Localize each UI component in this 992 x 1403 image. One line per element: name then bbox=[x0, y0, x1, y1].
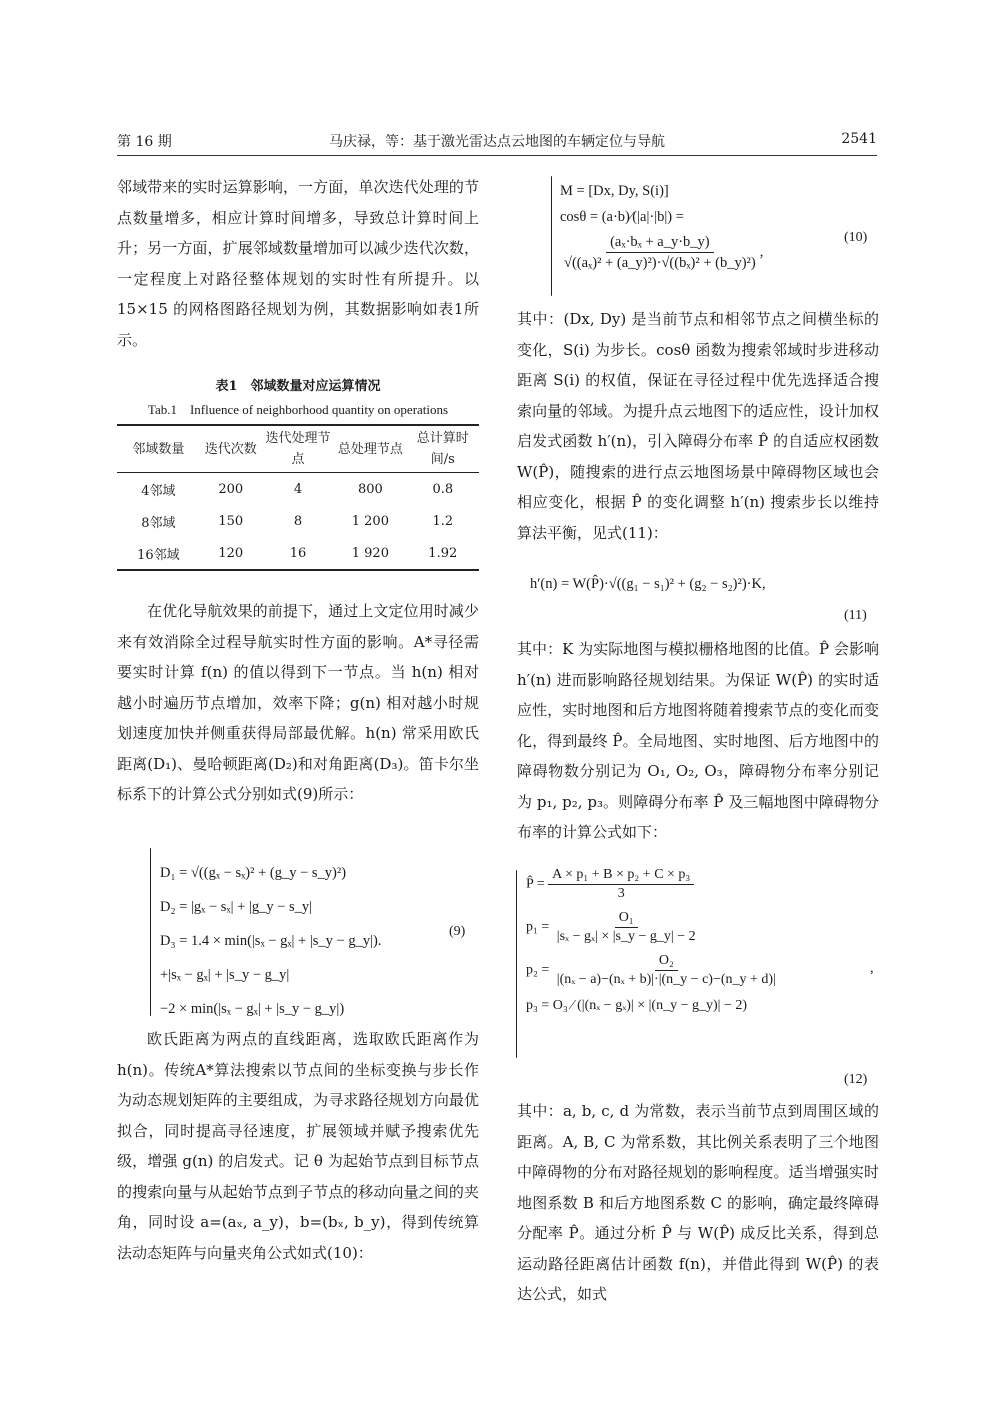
equation-line: D₂ = |gₓ − sₓ| + |g_y − s_y| bbox=[160, 899, 313, 915]
equation-12: P̂ = $\frac{\text{A × p₁ + B × p₂ + C × p₃}}{3}$ p₁ = $\frac{\text{O₁}}{\text{|sₓ − gₓ| × |s\_y − g\_y| − 2}}$ p₂ = $\frac{\text{O₂}}{\text{|(nₓ − a)−(nₓ + b)|·|(n\_y − c)−(n\_y + d)|}}$ p₃ = O₃ ⁄ (|(nₓ − gₓ)| × |(n_y − g_y)| − 2) bbox=[526, 867, 776, 1013]
table-header: 迭代次数 bbox=[204, 441, 257, 457]
table-header-row bbox=[117, 425, 479, 473]
table-header: 总处理节点 bbox=[337, 441, 403, 457]
header-rule bbox=[117, 155, 877, 156]
equation-brace bbox=[516, 870, 517, 1058]
table-row bbox=[117, 473, 479, 506]
equation-brace bbox=[150, 848, 151, 1016]
left-paragraph-3: 欧氏距离为两点的直线距离，选取欧氏距离作为 h(n)。传统A*算法搜索以节点间的坐标变换与步长作为动态规划矩阵的主要组成，为寻求路径规划方向最优拟合，同时提高寻径速度，扩展领域并赋予搜索优先级，增强 g(n) 的启发式。记 θ 为起始节点到目标节点的搜索向量与从起始节点到子节点的移动向量之间的夹角，同时设 a=(aₓ, a_y)，b=(bₓ, b_y)，得到传统算法动态矩阵与向量夹角公式如式(10)： bbox=[117, 1030, 479, 1262]
equation-number: (9) bbox=[449, 924, 466, 939]
table-header: 总计算时间/s bbox=[416, 431, 469, 467]
right-paragraph-1: 其中：(Dx, Dy) 是当前节点和相邻节点之间横坐标的变化，S(i) 为步长。cosθ 函数为搜索邻域时步进移动距离 S(i) 的权值，保证在寻径过程中优先选择适合搜索向量的邻域。为提升点云地图下的适应性，设计加权启发式函数 h′(n)，引入障碍分布率 P̂ 的自适应权函数 W(P̂)，随搜索的进行点云地图场景中障碍物区域也会相应变化，根据 P̂ 的变化调整 h′(n) 搜索步长以维持算法平衡，见式(11)： bbox=[517, 310, 879, 542]
right-paragraph-3: 其中：a, b, c, d 为常数，表示当前节点到周围区域的距离。A, B, C 为常系数，其比例关系表明了三个地图中障碍物的分布对路径规划的影响程度。适当增强实时地图系数 B 和后方地图系数 C 的影响，确定最终障碍分配率 P̂。通过分析 P̂ 与 W(P̂) 成反比关系，得到总运动路径距离估计函数 f(n)，并借此得到 W(P̂) 的表达公式，如式 bbox=[517, 1102, 879, 1303]
equation-line: −2 × min(|sₓ − gₓ| + |s_y − g_y|) bbox=[160, 1001, 345, 1017]
running-header bbox=[117, 131, 877, 153]
equation-number: (11) bbox=[844, 608, 867, 623]
table-cell: 0.8 bbox=[432, 481, 454, 497]
table-cell: 1 920 bbox=[351, 545, 389, 561]
neighborhood-table bbox=[117, 424, 479, 571]
equation-9 bbox=[160, 856, 381, 1026]
table-cell: 150 bbox=[218, 513, 244, 529]
equation-comma: , bbox=[870, 960, 874, 976]
issue-number: 第 16 期 bbox=[117, 134, 172, 150]
page-number: 2541 bbox=[841, 131, 877, 147]
table-cell: 1.92 bbox=[428, 545, 458, 561]
left-paragraph-1: 邻域带来的实时运算影响，一方面，单次迭代处理的节点数量增多，相应计算时间增多，导致总计算时间上升；另一方面，扩展邻域数量增加可以减少迭代次数，一定程度上对路径整体规划的实时性有所提升。以 15×15 的网格图路径规划为例，其数据影响如表1所示。 bbox=[117, 178, 479, 349]
table-cell: 4邻域 bbox=[141, 483, 176, 499]
equation-line: +|sₓ − gₓ| + |s_y − g_y| bbox=[160, 967, 290, 983]
equation-11: h′(n) = W(P̂)·√((g₁ − s₁)² + (g₂ − s₂)²)·K, bbox=[530, 576, 766, 592]
equation-brace bbox=[551, 176, 552, 296]
table-header: 迭代处理节点 bbox=[265, 431, 331, 467]
table-cell: 8邻域 bbox=[141, 515, 176, 531]
table-cell: 1 200 bbox=[351, 513, 389, 529]
table-cell: 16邻域 bbox=[137, 547, 180, 563]
table-cell: 4 bbox=[293, 481, 303, 497]
table-row bbox=[117, 537, 479, 570]
equation-line: cosθ = (a·b)⁄(|a|·|b|) = bbox=[560, 209, 684, 225]
table-row bbox=[117, 505, 479, 537]
table-cell: 800 bbox=[357, 481, 383, 497]
equation-10 bbox=[560, 178, 800, 273]
table-subtitle: Tab.1 Influence of neighborhood quantity on operations bbox=[147, 402, 449, 417]
equation-line: M = [Dx, Dy, S(i)] bbox=[560, 183, 669, 199]
equation-number: (10) bbox=[844, 230, 868, 245]
table-header: 邻域数量 bbox=[132, 441, 185, 457]
right-paragraph-2: 其中：K 为实际地图与模拟栅格地图的比值。P̂ 会影响 h′(n) 进而影响路径规划结果。为保证 W(P̂) 的实时适应性，实时地图和后方地图将随着搜索节点的变化而变化，得到最终 P̂。全局地图、实时地图、后方地图中的障碍物数分别记为 O₁, O₂, O₃，障碍物分布率分别记为 p₁, p₂, p₃。则障碍分布率 P̂ 及三幅地图中障碍物分布率的计算公式如下： bbox=[517, 640, 879, 841]
table-cell: 1.2 bbox=[432, 513, 454, 529]
table-title: 表1 邻域数量对应运算情况 bbox=[215, 379, 381, 394]
table-cell: 120 bbox=[218, 545, 244, 561]
table-cell: 200 bbox=[218, 481, 244, 497]
running-title: 马庆禄，等：基于激光雷达点云地图的车辆定位与导航 bbox=[329, 134, 665, 150]
left-paragraph-2: 在优化导航效果的前提下，通过上文定位用时减少来有效消除全过程导航实时性方面的影响。A*寻径需要实时计算 f(n) 的值以得到下一节点。当 h(n) 相对越小时遍历节点增加，效率下降；g(n) 相对越小时规划速度加快并侧重获得局部最优解。h(n) 常采用欧氏距离(D₁)、曼哈顿距离(D₂)和对角距离(D₃)。笛卡尔坐标系下的计算公式分别如式(9)所示： bbox=[117, 602, 479, 803]
table-cell: 16 bbox=[289, 545, 307, 561]
equation-line: D₃ = 1.4 × min(|sₓ − gₓ| + |s_y − g_y|). bbox=[160, 933, 382, 949]
table-cell: 8 bbox=[293, 513, 303, 529]
equation-fraction: $\frac{\text{(aₓ·bₓ + a\_y·b\_y)}}{\text{√((aₓ)² + (a\_y)²)·√((bₓ)² + (b\_y)²)}}$ , bbox=[564, 234, 764, 271]
equation-number: (12) bbox=[844, 1072, 868, 1087]
equation-line: D₁ = √((gₓ − sₓ)² + (g_y − s_y)²) bbox=[160, 865, 347, 881]
